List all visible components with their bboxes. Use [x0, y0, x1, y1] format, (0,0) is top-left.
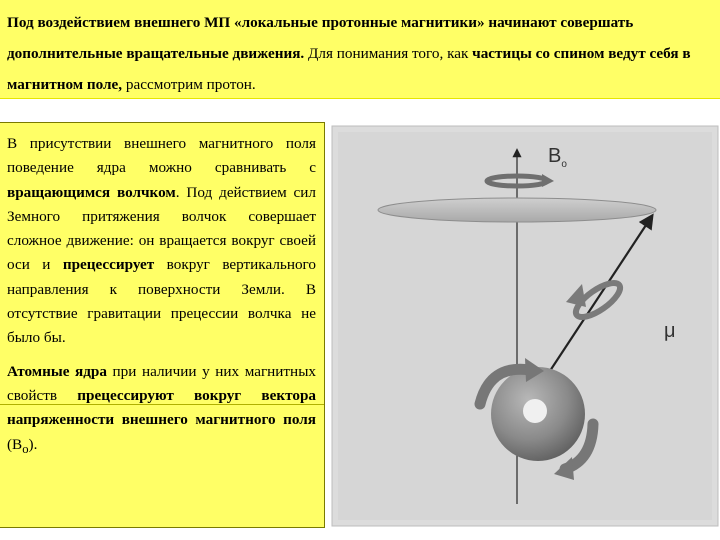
paragraph-divider	[0, 404, 324, 405]
bold-term-nuclei: Атомные ядра	[7, 362, 107, 380]
intro-bold-2: частицы со спином ведут себя в магнитном поле,	[7, 45, 691, 93]
precession-disc	[378, 198, 656, 222]
b0-label	[548, 145, 567, 170]
b0-label-letter: B	[548, 145, 562, 167]
text-run: при наличии у них магнитных свойств	[7, 362, 316, 404]
b0-label-subscript: o	[561, 159, 567, 170]
intro-text-1: Для понимания того, как	[304, 45, 473, 62]
text-run: . Под действием сил Земного притяжения волчок совершает сложное движение: он вращается вокруг своей оси и	[7, 183, 316, 274]
intro-text-2: рассмотрим протон.	[122, 76, 256, 93]
bold-term-precession-vector: прецессируют вокруг вектора напряженности внешнего магнитного поля	[7, 386, 316, 429]
mu-label: μ	[664, 320, 676, 342]
figure-inner-panel	[338, 132, 712, 520]
text-run: ).	[28, 435, 38, 453]
precession-illustration	[330, 124, 720, 528]
text-run: (B	[7, 435, 23, 453]
text-run: вокруг вертикального направления к поверхности Земли. В отсутствие гравитации прецессии волчка не было бы.	[7, 256, 317, 347]
proton-precession-figure	[330, 124, 720, 528]
bold-term-spinning-top: вращающимся волчком	[7, 183, 176, 201]
explanation-panel	[0, 122, 325, 528]
nucleus-highlight	[523, 399, 547, 423]
intro-banner	[0, 0, 720, 99]
explanation-paragraph-1	[7, 132, 316, 351]
explanation-paragraph-2	[7, 360, 316, 461]
bold-term-precesses: прецессирует	[62, 256, 155, 274]
subscript-o: o	[22, 441, 29, 456]
intro-bold-1: Под воздействием внешнего МП «локальные протонные магнитики» начинают совершать дополнительные вращательные движения.	[7, 14, 634, 62]
text-run: В присутствии внешнего магнитного поля поведение ядра можно сравнивать с	[7, 135, 316, 177]
